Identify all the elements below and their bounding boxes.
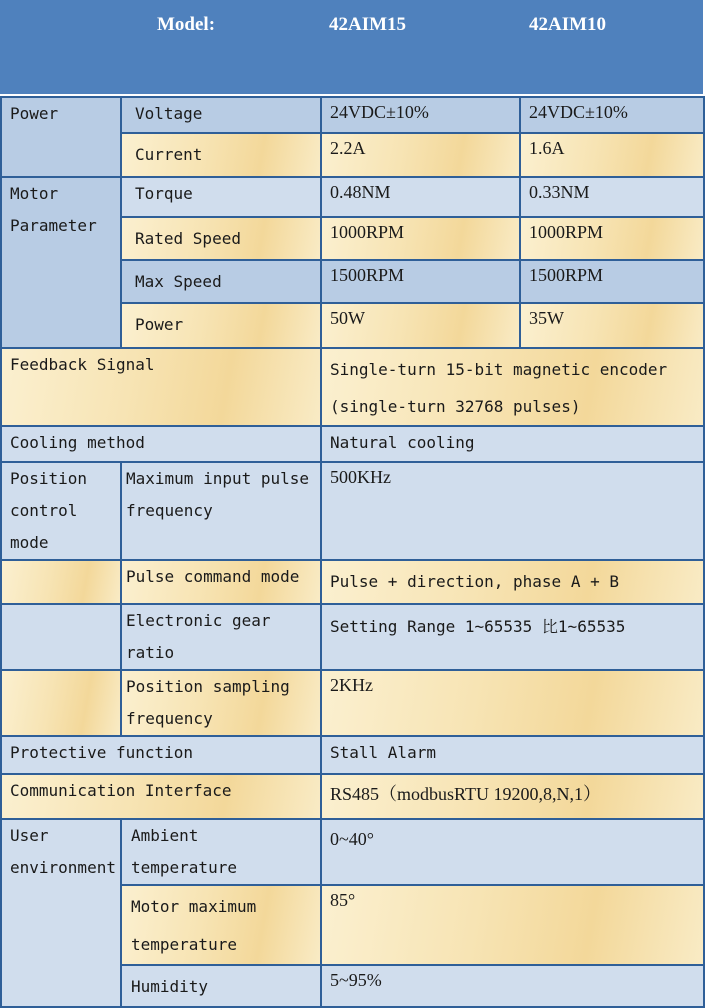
value-max-speed-b: 1500RPM	[520, 260, 704, 303]
table-row	[1, 177, 704, 217]
group-position-line1: Position	[10, 469, 88, 488]
table-row	[1, 604, 704, 670]
ambient-line2: temperature	[131, 858, 237, 877]
value-max-input-pulse: 500KHz	[321, 462, 704, 560]
value-max-speed-a: 1500RPM	[321, 260, 520, 303]
group-blank-1	[1, 560, 121, 604]
label-motor-max-temperature	[121, 885, 321, 965]
value-ambient-temperature: 0~40°	[321, 819, 704, 885]
value-feedback-signal	[321, 348, 704, 426]
model-b-name: 42AIM10	[529, 14, 607, 35]
label-ambient-temperature	[121, 819, 321, 885]
label-max-speed: Max Speed	[121, 260, 321, 303]
label-pulse-command-mode: Pulse command mode	[121, 560, 321, 604]
label-communication-interface: Communication Interface	[1, 774, 321, 819]
motor-max-line1: Motor maximum	[131, 897, 257, 916]
value-position-sampling: 2KHz	[321, 670, 704, 736]
group-position-control-mode	[1, 462, 121, 560]
value-current-b: 1.6A	[520, 133, 704, 177]
group-position-line2: control	[10, 501, 78, 520]
table-row	[1, 736, 704, 774]
max-pulse-line1: Maximum input pulse	[126, 469, 310, 488]
table-row	[1, 426, 704, 462]
label-torque: Torque	[121, 177, 321, 217]
group-user-environment	[1, 819, 121, 1007]
value-electronic-gear: Setting Range 1~65535 比1~65535	[321, 604, 704, 670]
group-env-line1: User	[10, 826, 49, 845]
table-row	[1, 819, 704, 885]
value-pulse-command-mode: Pulse + direction, phase A + B	[321, 560, 704, 604]
label-current: Current	[121, 133, 321, 177]
label-humidity: Humidity	[121, 965, 321, 1007]
value-protective-function: Stall Alarm	[321, 736, 704, 774]
gear-line2: ratio	[126, 643, 175, 662]
table-row	[1, 348, 704, 426]
value-motor-power-b: 35W	[520, 303, 704, 348]
model-a-name: 42AIM15	[329, 14, 407, 35]
value-torque-b: 0.33NM	[520, 177, 704, 217]
feedback-line2: (single-turn 32768 pulses)	[330, 397, 581, 416]
group-motor-line2: Parameter	[10, 216, 97, 235]
group-power: Power	[1, 97, 121, 177]
ambient-line1: Ambient	[131, 826, 199, 845]
label-electronic-gear	[121, 604, 321, 670]
label-motor-power: Power	[121, 303, 321, 348]
table-row	[1, 670, 704, 736]
table-header	[0, 0, 703, 94]
value-cooling-method: Natural cooling	[321, 426, 704, 462]
value-voltage-a: 24VDC±10%	[321, 97, 520, 133]
sampling-line1: Position sampling	[126, 677, 290, 696]
value-voltage-b: 24VDC±10%	[520, 97, 704, 133]
sampling-line2: frequency	[126, 709, 213, 728]
value-torque-a: 0.48NM	[321, 177, 520, 217]
group-blank-2	[1, 604, 121, 670]
label-max-input-pulse	[121, 462, 321, 560]
value-motor-power-a: 50W	[321, 303, 520, 348]
label-protective-function: Protective function	[1, 736, 321, 774]
group-blank-3	[1, 670, 121, 736]
label-position-sampling	[121, 670, 321, 736]
label-rated-speed: Rated Speed	[121, 217, 321, 260]
motor-max-line2: temperature	[131, 935, 237, 954]
table-row	[1, 560, 704, 604]
value-communication-interface: RS485（modbusRTU 19200,8,N,1）	[321, 774, 704, 819]
table-row	[1, 774, 704, 819]
value-current-a: 2.2A	[321, 133, 520, 177]
value-rated-speed-b: 1000RPM	[520, 217, 704, 260]
label-voltage: Voltage	[121, 97, 321, 133]
value-motor-max-temperature: 85°	[321, 885, 704, 965]
value-humidity: 5~95%	[321, 965, 704, 1007]
model-label: Model:	[157, 14, 216, 35]
table-row	[1, 462, 704, 560]
gear-line1: Electronic gear	[126, 611, 271, 630]
group-motor-parameter	[1, 177, 121, 348]
spec-table	[0, 96, 705, 1008]
feedback-line1: Single-turn 15-bit magnetic encoder	[330, 360, 668, 379]
label-feedback-signal: Feedback Signal	[1, 348, 321, 426]
group-env-line2: environment	[10, 858, 116, 877]
max-pulse-line2: frequency	[126, 501, 213, 520]
group-position-line3: mode	[10, 533, 49, 552]
value-rated-speed-a: 1000RPM	[321, 217, 520, 260]
table-row	[1, 97, 704, 133]
group-motor-line1: Motor	[10, 184, 59, 203]
label-cooling-method: Cooling method	[1, 426, 321, 462]
